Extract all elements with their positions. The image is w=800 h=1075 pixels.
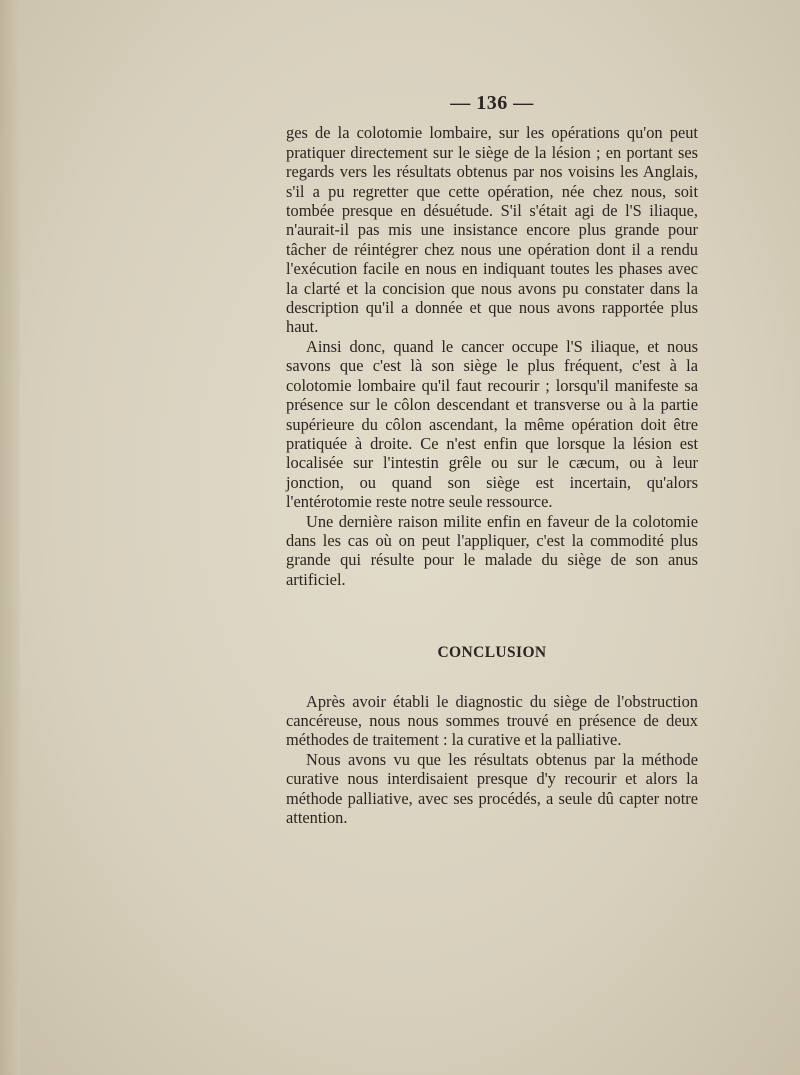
text-block xyxy=(286,94,698,827)
conclusion-paragraph-1: Après avoir établi le diagnostic du siège de l'obstruction cancéreuse, nous nous sommes trouvé en présence de deux méthodes de traitement : la curative et la palliative. xyxy=(286,691,698,750)
page-number: — 136 — xyxy=(450,92,534,114)
paragraph-1: ges de la colotomie lombaire, sur les opérations qu'on peut pratiquer directement sur le siège de la lésion ; en portant ses regards vers les résultats obtenus par nos voisins les Anglais, s'il a pu regretter que cette opération, née chez nous, soit tombée presque en désuétude. S'il s'était agi de l'S iliaque, n'aurait-il pas mis une insistance encore plus grande pour tâcher de réintégrer chez nous une opération dont il a rendu l'exécution facile en nous en indiquant toutes les phases avec la clarté et la concision que nous avons pu constater dans la description qu'il a donnée et que nous avons rapportée plus haut. xyxy=(286,123,698,337)
conclusion-paragraph-2: Nous avons vu que les résultats obtenus par la méthode curative nous interdisaient presque d'y recourir et alors la méthode palliative, avec ses procédés, a seule dû capter notre attention. xyxy=(286,749,698,827)
page-edge-shadow xyxy=(0,0,20,1075)
section-heading: CONCLUSION xyxy=(437,644,547,662)
paragraph-3: Une dernière raison milite enfin en faveur de la colotomie dans les cas où on peut l'appliquer, c'est la commodité plus grande qui résulte pour le malade du siège de son anus artificiel. xyxy=(286,511,698,589)
paragraph-2: Ainsi donc, quand le cancer occupe l'S iliaque, et nous savons que c'est là son siège le plus fréquent, c'est à la colotomie lombaire qu'il faut recourir ; lorsqu'il manifeste sa présence sur le côlon descendant et transverse ou à la partie supérieure du côlon ascendant, la même opération doit être pratiquée à droite. Ce n'est enfin que lorsque la lésion est localisée sur l'intestin grêle ou sur le cæcum, ou à leur jonction, ou quand son siège est incertain, qu'alors l'entérotomie reste notre seule ressource. xyxy=(286,336,698,512)
